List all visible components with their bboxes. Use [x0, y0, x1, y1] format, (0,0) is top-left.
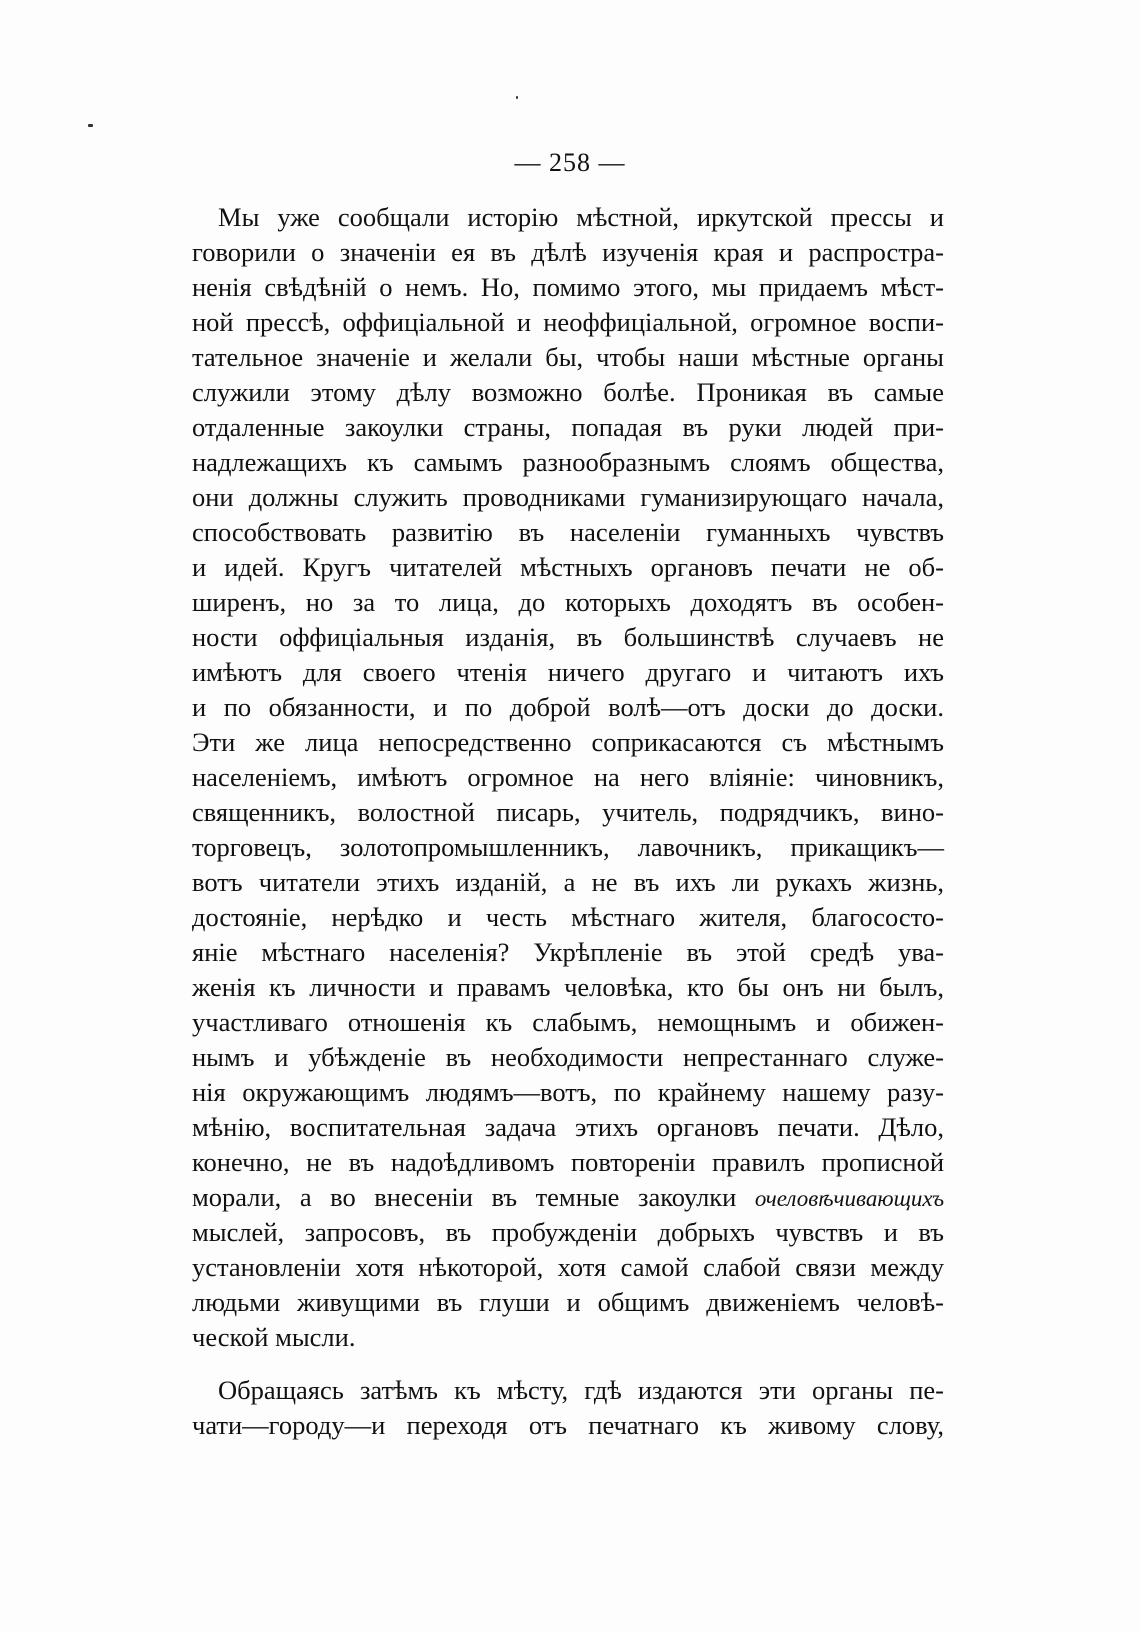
text-line: и по обязанности, и по доброй волѣ—отъ доски до доски.: [192, 692, 944, 722]
text-line: ческой мысли.: [192, 1322, 356, 1352]
text-line: населеніемъ, имѣютъ огромное на него вліяніе: чиновникъ,: [192, 762, 944, 792]
text-segment: морали, а во внесеніи въ темные закоулки: [192, 1182, 737, 1212]
body-text: [192, 200, 944, 1443]
text-line: тательное значеніе и желали бы, чтобы наши мѣстные органы: [192, 342, 944, 372]
text-line: отдаленные закоулки страны, попадая въ руки людей при-: [192, 412, 944, 442]
text-line: Мы уже сообщали исторію мѣстной, иркутской прессы и: [218, 202, 944, 232]
text-line: они должны служить проводниками гуманизирующаго начала,: [192, 482, 944, 512]
text-line: установленіи хотя нѣкоторой, хотя самой слабой связи между: [192, 1252, 944, 1282]
text-line: Эти же лица непосредственно соприкасаются съ мѣстнымъ: [192, 727, 944, 757]
text-line: участливаго отношенія къ слабымъ, немощнымъ и обижен-: [192, 1007, 944, 1037]
italic-word: очеловѣчивающихъ: [754, 1186, 945, 1211]
text-line: нія окружающимъ людямъ—вотъ, по крайнему нашему разу-: [192, 1077, 944, 1107]
text-line: ной прессѣ, оффиціальной и неоффиціальной, огромное воспи-: [192, 307, 944, 337]
text-line: надлежащихъ къ самымъ разнообразнымъ слоямъ общества,: [192, 447, 944, 477]
text-line: Обращаясь затѣмъ къ мѣсту, гдѣ издаются эти органы пе-: [218, 1375, 944, 1405]
text-line: женія къ личности и правамъ человѣка, кто бы онъ ни былъ,: [192, 972, 944, 1002]
text-line: нымъ и убѣжденіе въ необходимости непрестаннаго служе-: [192, 1042, 944, 1072]
text-line: чати—городу—и переходя отъ печатнаго къ живому слову,: [192, 1410, 944, 1440]
text-line: людьми живущими въ глуши и общимъ движеніемъ человѣ-: [192, 1287, 944, 1317]
text-line: конечно, не въ надоѣдливомъ повтореніи правилъ прописной: [192, 1147, 944, 1177]
ink-speck: [88, 124, 93, 127]
text-line: ширенъ, но за то лица, до которыхъ доходятъ въ особен-: [192, 587, 944, 617]
text-line: способствовать развитію въ населеніи гуманныхъ чувствъ: [192, 517, 944, 547]
text-line: говорили о значеніи ея въ дѣлѣ изученія края и распростра-: [192, 237, 944, 267]
text-line: вотъ читатели этихъ изданій, а не въ ихъ ли рукахъ жизнь,: [192, 867, 944, 897]
text-line: достояніе, нерѣдко и честь мѣстнаго жителя, благососто-: [192, 902, 944, 932]
paragraph-gap: [192, 1355, 944, 1373]
text-line: служили этому дѣлу возможно болѣе. Проникая въ самые: [192, 377, 944, 407]
text-line: мѣнію, воспитательная задача этихъ органовъ печати. Дѣло,: [192, 1112, 944, 1142]
text-line: мыслей, запросовъ, въ пробужденіи добрыхъ чувствъ и въ: [192, 1217, 944, 1247]
ink-speck: [516, 96, 518, 99]
page-number: — 258 —: [514, 148, 626, 177]
text-line: торговецъ, золотопромышленникъ, лавочникъ, прикащикъ—: [192, 832, 944, 862]
text-line: и идей. Кругъ читателей мѣстныхъ органовъ печати не об-: [192, 552, 944, 582]
text-line: яніе мѣстнаго населенія? Укрѣпленіе въ этой средѣ ува-: [192, 937, 944, 967]
text-line-with-italic: [192, 1180, 944, 1215]
text-line: священникъ, волостной писарь, учитель, подрядчикъ, вино-: [192, 797, 944, 827]
text-line: ненія свѣдѣній о немъ. Но, помимо этого, мы придаемъ мѣст-: [192, 272, 944, 302]
text-line: ности оффиціальныя изданія, въ большинствѣ случаевъ не: [192, 622, 944, 652]
text-line: имѣютъ для своего чтенія ничего другаго и читаютъ ихъ: [192, 657, 944, 687]
